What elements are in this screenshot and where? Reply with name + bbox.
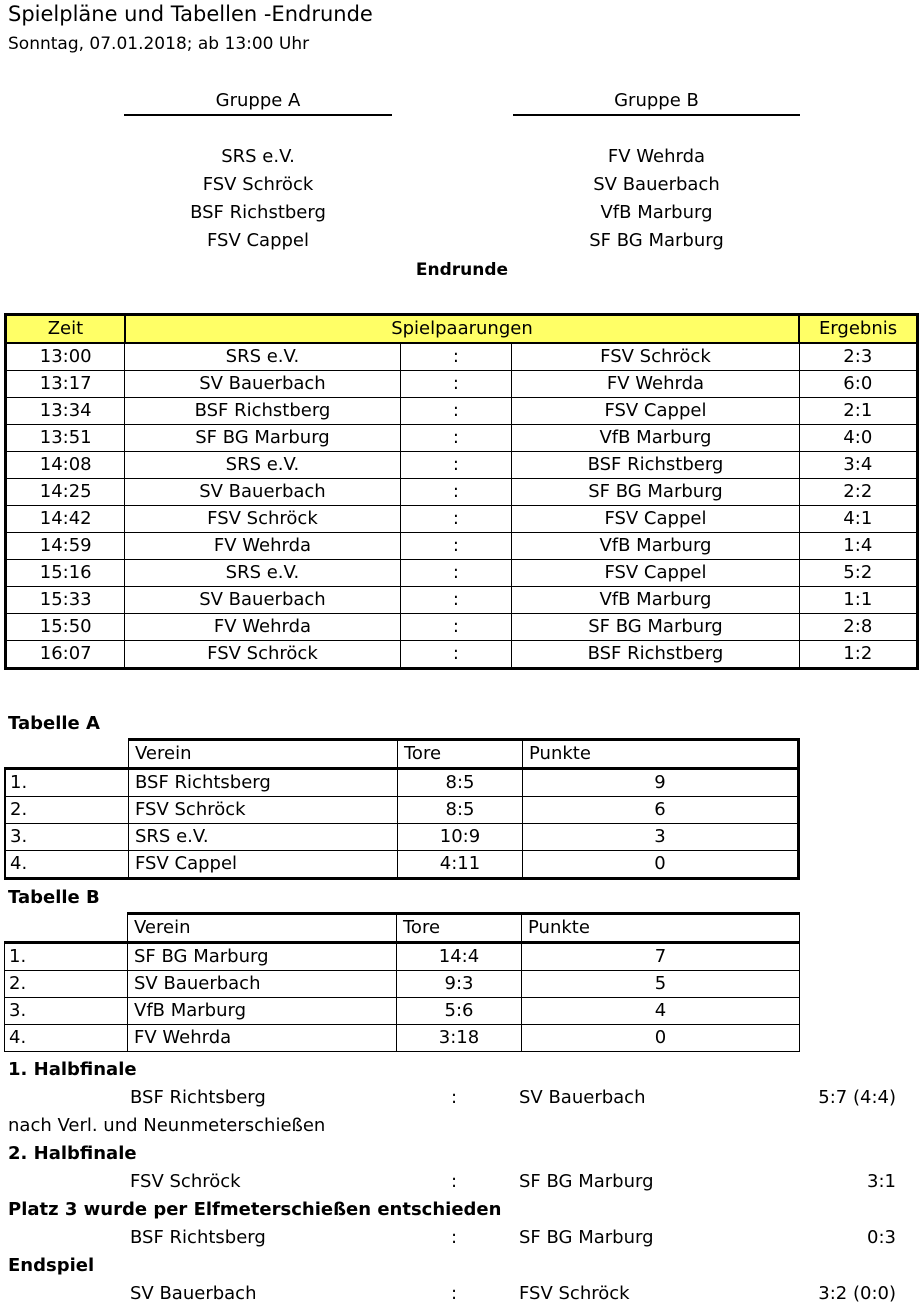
table-row [6,479,918,506]
match-time: 16:07 [6,641,125,669]
standing-position: 2. [5,971,128,998]
header-club: Verein [129,740,398,769]
table-row [6,587,918,614]
match-time: 14:42 [6,506,125,533]
round-label: Endrunde [415,260,509,280]
table-row [6,371,918,398]
match-separator: : [400,425,512,452]
table-row [5,851,799,879]
match-home: FV Wehrda [125,533,400,560]
group-a-team: FSV Cappel [206,230,310,251]
group-a-heading: Gruppe A [215,90,301,111]
match-separator: : [400,587,512,614]
match-separator: : [400,641,512,669]
semifinal-1-result: 5:7 (4:4) [818,1087,896,1108]
match-away: FSV Cappel [512,560,799,587]
standing-position: 4. [5,851,129,879]
table-row [5,971,800,998]
match-separator: : [400,343,512,371]
match-time: 15:33 [6,587,125,614]
group-b-team: VfB Marburg [600,202,713,223]
semifinal-2-separator: : [451,1171,458,1192]
header-goals: Tore [398,740,523,769]
match-home: SV Bauerbach [125,587,400,614]
match-home: SF BG Marburg [125,425,400,452]
standing-club: BSF Richtsberg [129,769,398,797]
table-row [6,533,918,560]
standing-position: 3. [5,824,129,851]
group-b-team: FV Wehrda [607,146,706,167]
table-b-title: Tabelle B [8,887,100,908]
group-a-team: FSV Schröck [202,174,314,195]
header-club: Verein [128,914,397,943]
group-b-team: SV Bauerbach [593,174,720,195]
group-b-underline [513,114,800,116]
standing-club: FSV Cappel [129,851,398,879]
standing-club: FSV Schröck [129,797,398,824]
match-separator: : [400,371,512,398]
match-separator: : [400,452,512,479]
match-separator: : [400,479,512,506]
table-row [6,425,918,452]
table-row [6,452,918,479]
match-home: SRS e.V. [125,560,400,587]
standing-position: 2. [5,797,129,824]
table-row [5,943,800,971]
match-home: FSV Schröck [125,641,400,669]
standing-goals: 8:5 [398,769,523,797]
match-result: 6:0 [799,371,917,398]
group-a-team: SRS e.V. [221,146,295,167]
header-points: Punkte [522,914,800,943]
match-away: SF BG Marburg [512,479,799,506]
standing-points: 0 [523,851,799,879]
standing-club: FV Wehrda [128,1025,397,1052]
group-a-underline [124,114,392,116]
match-home: SV Bauerbach [125,479,400,506]
match-separator: : [400,506,512,533]
match-home: FSV Schröck [125,506,400,533]
third-place-home: BSF Richtsberg [130,1227,266,1248]
match-separator: : [400,614,512,641]
page-subtitle: Sonntag, 07.01.2018; ab 13:00 Uhr [8,34,310,54]
header-goals: Tore [397,914,522,943]
match-time: 13:17 [6,371,125,398]
standing-club: VfB Marburg [128,998,397,1025]
match-result: 3:4 [799,452,917,479]
match-away: FV Wehrda [512,371,799,398]
table-row [6,343,918,371]
third-place-title: Platz 3 wurde per Elfmeterschießen entschieden [8,1199,502,1220]
semifinal-1-note: nach Verl. und Neunmeterschießen [8,1115,326,1136]
header-position [5,740,129,769]
match-result: 2:1 [799,398,917,425]
match-time: 14:25 [6,479,125,506]
standing-goals: 9:3 [397,971,522,998]
match-result: 1:2 [799,641,917,669]
third-place-separator: : [451,1227,458,1248]
match-away: FSV Cappel [512,398,799,425]
standing-points: 4 [522,998,800,1025]
table-row [6,614,918,641]
final-result: 3:2 (0:0) [818,1283,896,1304]
header-pairing: Spielpaarungen [125,315,799,344]
semifinal-1-separator: : [451,1087,458,1108]
match-separator: : [400,398,512,425]
table-row [6,641,918,669]
page-title: Spielpläne und Tabellen -Endrunde [8,2,373,26]
match-away: FSV Schröck [512,343,799,371]
standing-position: 4. [5,1025,128,1052]
match-away: BSF Richstberg [512,452,799,479]
header-time: Zeit [6,315,125,344]
standing-position: 3. [5,998,128,1025]
table-row [5,1025,800,1052]
match-result: 1:4 [799,533,917,560]
match-time: 13:51 [6,425,125,452]
match-home: BSF Richstberg [125,398,400,425]
standing-points: 0 [522,1025,800,1052]
standing-points: 5 [522,971,800,998]
semifinal-1-title: 1. Halbfinale [8,1059,137,1080]
standing-goals: 3:18 [397,1025,522,1052]
match-away: SF BG Marburg [512,614,799,641]
schedule-header-row [6,315,918,344]
table-row [6,560,918,587]
match-time: 15:16 [6,560,125,587]
third-place-away: SF BG Marburg [519,1227,654,1248]
table-a-title: Tabelle A [8,713,100,734]
standing-goals: 8:5 [398,797,523,824]
match-home: SRS e.V. [125,343,400,371]
standing-goals: 4:11 [398,851,523,879]
match-result: 1:1 [799,587,917,614]
match-time: 15:50 [6,614,125,641]
standing-position: 1. [5,943,128,971]
match-away: FSV Cappel [512,506,799,533]
semifinal-2-title: 2. Halbfinale [8,1143,137,1164]
match-result: 2:8 [799,614,917,641]
standings-header-row [5,914,800,943]
semifinal-1-home: BSF Richtsberg [130,1087,266,1108]
semifinal-2-result: 3:1 [867,1171,896,1192]
standings-header-row [5,740,799,769]
match-time: 13:00 [6,343,125,371]
table-row [5,797,799,824]
match-result: 4:0 [799,425,917,452]
schedule-table [4,313,919,670]
standing-club: SF BG Marburg [128,943,397,971]
table-row [5,769,799,797]
match-result: 5:2 [799,560,917,587]
header-points: Punkte [523,740,799,769]
match-away: BSF Richstberg [512,641,799,669]
match-away: VfB Marburg [512,533,799,560]
group-a-team: BSF Richstberg [190,202,326,223]
standing-points: 3 [523,824,799,851]
table-row [5,824,799,851]
semifinal-2-home: FSV Schröck [130,1171,241,1192]
semifinal-2-away: SF BG Marburg [519,1171,654,1192]
final-away: FSV Schröck [519,1283,630,1304]
standing-points: 9 [523,769,799,797]
header-position [5,914,128,943]
match-away: VfB Marburg [512,587,799,614]
third-place-result: 0:3 [867,1227,896,1248]
match-result: 4:1 [799,506,917,533]
standing-goals: 14:4 [397,943,522,971]
match-home: SRS e.V. [125,452,400,479]
match-result: 2:3 [799,343,917,371]
standing-points: 7 [522,943,800,971]
standing-goals: 10:9 [398,824,523,851]
match-away: VfB Marburg [512,425,799,452]
match-time: 13:34 [6,398,125,425]
semifinal-1-away: SV Bauerbach [519,1087,646,1108]
standings-table-b [4,912,800,1052]
match-separator: : [400,560,512,587]
standing-goals: 5:6 [397,998,522,1025]
match-time: 14:08 [6,452,125,479]
standing-position: 1. [5,769,129,797]
table-row [6,398,918,425]
standings-table-a [4,738,800,880]
match-home: SV Bauerbach [125,371,400,398]
table-row [6,506,918,533]
final-title: Endspiel [8,1255,95,1276]
standing-points: 6 [523,797,799,824]
group-b-team: SF BG Marburg [589,230,724,251]
header-result: Ergebnis [799,315,917,344]
standing-club: SRS e.V. [129,824,398,851]
standing-club: SV Bauerbach [128,971,397,998]
final-home: SV Bauerbach [130,1283,257,1304]
table-row [5,998,800,1025]
final-separator: : [451,1283,458,1304]
group-b-heading: Gruppe B [614,90,699,111]
match-separator: : [400,533,512,560]
match-home: FV Wehrda [125,614,400,641]
match-time: 14:59 [6,533,125,560]
match-result: 2:2 [799,479,917,506]
